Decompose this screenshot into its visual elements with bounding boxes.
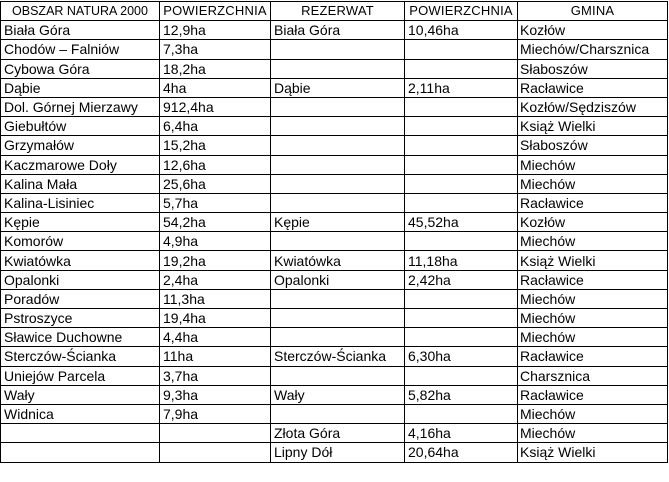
- cell-powierzchnia-2: 45,52ha: [405, 213, 518, 232]
- cell-gmina: Miechów: [518, 309, 668, 328]
- cell-powierzchnia-1: 4,4ha: [160, 328, 271, 347]
- cell-obszar: Kępie: [1, 213, 160, 232]
- cell-obszar: Dol. Górnej Mierzawy: [1, 97, 160, 116]
- cell-gmina: Miechów: [518, 174, 668, 193]
- cell-powierzchnia-1: 912,4ha: [160, 97, 271, 116]
- cell-powierzchnia-2: 6,30ha: [405, 347, 518, 366]
- cell-gmina: Miechów: [518, 232, 668, 251]
- table-row: [1, 251, 668, 270]
- cell-gmina: Racławice: [518, 347, 668, 366]
- cell-gmina: Słaboszów: [518, 59, 668, 78]
- cell-gmina: Racławice: [518, 270, 668, 289]
- table-row: [1, 232, 668, 251]
- cell-powierzchnia-2: 4,16ha: [405, 424, 518, 443]
- cell-gmina: Słaboszów: [518, 136, 668, 155]
- cell-gmina: Racławice: [518, 385, 668, 404]
- cell-gmina: Kozłów: [518, 21, 668, 40]
- cell-powierzchnia-1: 19,2ha: [160, 251, 271, 270]
- cell-obszar: Kalina Mała: [1, 174, 160, 193]
- cell-powierzchnia-1: 12,9ha: [160, 21, 271, 40]
- table-header-row: [1, 2, 668, 21]
- cell-rezerwat: [271, 117, 405, 136]
- cell-powierzchnia-1: 19,4ha: [160, 309, 271, 328]
- cell-gmina: Książ Wielki: [518, 443, 668, 462]
- cell-powierzchnia-2: [405, 117, 518, 136]
- cell-gmina: Książ Wielki: [518, 251, 668, 270]
- cell-powierzchnia-2: [405, 59, 518, 78]
- cell-rezerwat: [271, 193, 405, 212]
- cell-powierzchnia-2: 5,82ha: [405, 385, 518, 404]
- cell-obszar: Giebułtów: [1, 117, 160, 136]
- cell-powierzchnia-1: 2,4ha: [160, 270, 271, 289]
- cell-rezerwat: [271, 174, 405, 193]
- table-body: [1, 21, 668, 462]
- cell-obszar: Wały: [1, 385, 160, 404]
- cell-rezerwat: Dąbie: [271, 78, 405, 97]
- cell-powierzchnia-1: [160, 443, 271, 462]
- cell-obszar: Kalina-Lisiniec: [1, 193, 160, 212]
- cell-rezerwat: [271, 59, 405, 78]
- table-row: [1, 136, 668, 155]
- cell-rezerwat: Kwiatówka: [271, 251, 405, 270]
- cell-rezerwat: Sterczów-Ścianka: [271, 347, 405, 366]
- table-row: [1, 59, 668, 78]
- cell-powierzchnia-1: 4ha: [160, 78, 271, 97]
- cell-powierzchnia-2: 11,18ha: [405, 251, 518, 270]
- cell-powierzchnia-2: [405, 40, 518, 59]
- cell-powierzchnia-2: [405, 136, 518, 155]
- cell-powierzchnia-1: 15,2ha: [160, 136, 271, 155]
- table-row: [1, 366, 668, 385]
- table-row: [1, 309, 668, 328]
- cell-powierzchnia-1: 9,3ha: [160, 385, 271, 404]
- header-rezerwat: REZERWAT: [271, 2, 405, 21]
- cell-rezerwat: Kępie: [271, 213, 405, 232]
- table-row: [1, 404, 668, 423]
- cell-rezerwat: Biała Góra: [271, 21, 405, 40]
- cell-rezerwat: [271, 97, 405, 116]
- cell-powierzchnia-2: 20,64ha: [405, 443, 518, 462]
- cell-gmina: Miechów/Charsznica: [518, 40, 668, 59]
- table-row: [1, 347, 668, 366]
- cell-obszar: Uniejów Parcela: [1, 366, 160, 385]
- cell-gmina: Miechów: [518, 404, 668, 423]
- cell-powierzchnia-2: 2,11ha: [405, 78, 518, 97]
- cell-obszar: Poradów: [1, 289, 160, 308]
- cell-rezerwat: Złota Góra: [271, 424, 405, 443]
- cell-powierzchnia-1: 11ha: [160, 347, 271, 366]
- table-row: [1, 21, 668, 40]
- cell-gmina: Miechów: [518, 424, 668, 443]
- cell-powierzchnia-2: [405, 309, 518, 328]
- cell-powierzchnia-1: 18,2ha: [160, 59, 271, 78]
- cell-powierzchnia-2: [405, 328, 518, 347]
- header-gmina: GMINA: [518, 2, 668, 21]
- cell-powierzchnia-1: 7,9ha: [160, 404, 271, 423]
- cell-obszar: [1, 443, 160, 462]
- cell-obszar: Dąbie: [1, 78, 160, 97]
- cell-rezerwat: Opalonki: [271, 270, 405, 289]
- cell-powierzchnia-1: 4,9ha: [160, 232, 271, 251]
- cell-powierzchnia-1: 54,2ha: [160, 213, 271, 232]
- cell-gmina: Kozłów: [518, 213, 668, 232]
- cell-rezerwat: [271, 289, 405, 308]
- cell-obszar: Opalonki: [1, 270, 160, 289]
- cell-powierzchnia-2: [405, 155, 518, 174]
- table-row: [1, 40, 668, 59]
- table-row: [1, 385, 668, 404]
- header-powierzchnia-2: POWIERZCHNIA: [405, 2, 518, 21]
- cell-obszar: Chodów – Falniów: [1, 40, 160, 59]
- cell-obszar: Sterczów-Ścianka: [1, 347, 160, 366]
- cell-gmina: Racławice: [518, 193, 668, 212]
- cell-powierzchnia-1: [160, 424, 271, 443]
- cell-gmina: Miechów: [518, 289, 668, 308]
- table-row: [1, 213, 668, 232]
- cell-powierzchnia-2: [405, 193, 518, 212]
- cell-powierzchnia-1: 12,6ha: [160, 155, 271, 174]
- table-row: [1, 424, 668, 443]
- cell-rezerwat: [271, 232, 405, 251]
- header-obszar: OBSZAR NATURA 2000: [1, 2, 160, 21]
- cell-powierzchnia-1: 6,4ha: [160, 117, 271, 136]
- table-row: [1, 328, 668, 347]
- cell-powierzchnia-2: [405, 289, 518, 308]
- cell-powierzchnia-1: 25,6ha: [160, 174, 271, 193]
- table-row: [1, 289, 668, 308]
- cell-rezerwat: [271, 136, 405, 155]
- cell-powierzchnia-1: 5,7ha: [160, 193, 271, 212]
- cell-powierzchnia-2: 10,46ha: [405, 21, 518, 40]
- cell-rezerwat: [271, 309, 405, 328]
- cell-rezerwat: [271, 328, 405, 347]
- cell-rezerwat: Wały: [271, 385, 405, 404]
- table-row: [1, 78, 668, 97]
- table-row: [1, 174, 668, 193]
- cell-obszar: Biała Góra: [1, 21, 160, 40]
- header-powierzchnia-1: POWIERZCHNIA: [160, 2, 271, 21]
- cell-powierzchnia-2: [405, 232, 518, 251]
- cell-powierzchnia-2: [405, 404, 518, 423]
- table-row: [1, 270, 668, 289]
- cell-obszar: Kwiatówka: [1, 251, 160, 270]
- cell-gmina: Miechów: [518, 328, 668, 347]
- table-row: [1, 97, 668, 116]
- cell-powierzchnia-2: 2,42ha: [405, 270, 518, 289]
- cell-obszar: Pstroszyce: [1, 309, 160, 328]
- cell-rezerwat: Lipny Dół: [271, 443, 405, 462]
- cell-obszar: Grzymałów: [1, 136, 160, 155]
- cell-gmina: Kozłów/Sędziszów: [518, 97, 668, 116]
- cell-rezerwat: [271, 40, 405, 59]
- cell-powierzchnia-1: 3,7ha: [160, 366, 271, 385]
- cell-powierzchnia-1: 11,3ha: [160, 289, 271, 308]
- cell-obszar: Cybowa Góra: [1, 59, 160, 78]
- cell-obszar: Komorów: [1, 232, 160, 251]
- cell-rezerwat: [271, 404, 405, 423]
- cell-rezerwat: [271, 366, 405, 385]
- natura-2000-table: [0, 1, 668, 463]
- cell-gmina: Charsznica: [518, 366, 668, 385]
- cell-gmina: Racławice: [518, 78, 668, 97]
- cell-obszar: [1, 424, 160, 443]
- cell-gmina: Miechów: [518, 155, 668, 174]
- cell-gmina: Książ Wielki: [518, 117, 668, 136]
- cell-obszar: Widnica: [1, 404, 160, 423]
- cell-powierzchnia-1: 7,3ha: [160, 40, 271, 59]
- cell-powierzchnia-2: [405, 366, 518, 385]
- table-row: [1, 155, 668, 174]
- cell-obszar: Kaczmarowe Doły: [1, 155, 160, 174]
- cell-obszar: Sławice Duchowne: [1, 328, 160, 347]
- table-row: [1, 443, 668, 462]
- table-row: [1, 117, 668, 136]
- cell-powierzchnia-2: [405, 97, 518, 116]
- table-row: [1, 193, 668, 212]
- cell-powierzchnia-2: [405, 174, 518, 193]
- cell-rezerwat: [271, 155, 405, 174]
